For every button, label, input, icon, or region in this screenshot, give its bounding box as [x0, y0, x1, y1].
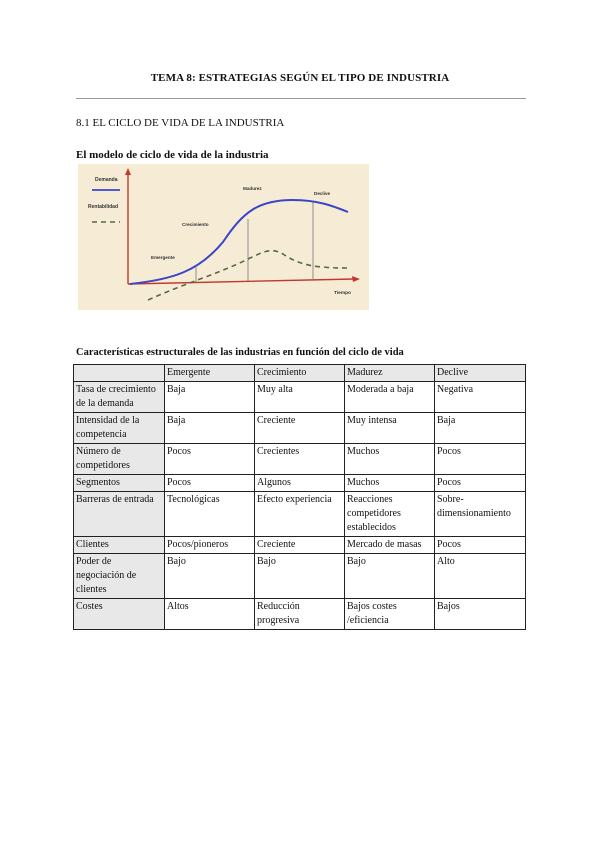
row-label: Número de competidores: [74, 444, 165, 475]
table-cell: Crecientes: [255, 444, 345, 475]
table-cell: Pocos: [435, 444, 526, 475]
table-row: [74, 554, 526, 599]
table-cell: Tecnológicas: [165, 492, 255, 537]
table-cell: Moderada a baja: [345, 382, 435, 413]
table-cell: Efecto experiencia: [255, 492, 345, 537]
table-cell: Baja: [435, 413, 526, 444]
characteristics-table: [73, 364, 526, 630]
table-cell: Algunos: [255, 475, 345, 492]
x-axis-label: Tiempo: [334, 291, 351, 296]
table-cell: Muchos: [345, 475, 435, 492]
row-label: Segmentos: [74, 475, 165, 492]
table-cell: Baja: [165, 382, 255, 413]
table-cell: Muy alta: [255, 382, 345, 413]
table-header-row: [74, 365, 526, 382]
table-cell: Altos: [165, 599, 255, 630]
table-cell: Sobre-dimensionamiento: [435, 492, 526, 537]
table-cell: Pocos: [435, 475, 526, 492]
table-row: [74, 382, 526, 413]
table-caption: Características estructurales de las industrias en función del ciclo de vida: [76, 347, 404, 358]
table-cell: Pocos: [165, 444, 255, 475]
life-cycle-diagram: [78, 164, 369, 310]
table-cell: Muchos: [345, 444, 435, 475]
table-cell: Reducción progresiva: [255, 599, 345, 630]
stage-label-madurez: Madurez: [243, 186, 262, 191]
table-cell: Pocos/pioneros: [165, 537, 255, 554]
header-cell: Madurez: [345, 365, 435, 382]
figure-heading: El modelo de ciclo de vida de la industria: [76, 149, 269, 161]
table-cell: Reacciones competidores establecidos: [345, 492, 435, 537]
table-cell: Bajo: [345, 554, 435, 599]
table-row: [74, 444, 526, 475]
section-heading: 8.1 EL CICLO DE VIDA DE LA INDUSTRIA: [76, 117, 285, 129]
row-label: Poder de negociación de clientes: [74, 554, 165, 599]
header-cell: [74, 365, 165, 382]
row-label: Clientes: [74, 537, 165, 554]
table-cell: Negativa: [435, 382, 526, 413]
title-divider: [76, 98, 526, 99]
stage-label-emergente: Emergente: [151, 255, 175, 260]
table-cell: Bajo: [255, 554, 345, 599]
table-cell: Muy intensa: [345, 413, 435, 444]
table-row: [74, 413, 526, 444]
table-row: [74, 475, 526, 492]
row-label: Tasa de crecimiento de la demanda: [74, 382, 165, 413]
legend-profit-label: Rentabilidad: [88, 204, 119, 210]
x-axis-arrow: [352, 276, 360, 282]
stage-label-crecimiento: Crecimiento: [182, 222, 209, 227]
table-row: [74, 599, 526, 630]
life-cycle-figure: [78, 164, 369, 310]
table-cell: Baja: [165, 413, 255, 444]
table-cell: Mercado de masas: [345, 537, 435, 554]
header-cell: Emergente: [165, 365, 255, 382]
table-cell: Bajos costes /eficiencia: [345, 599, 435, 630]
stage-label-declive: Declive: [314, 191, 331, 196]
table-cell: Creciente: [255, 537, 345, 554]
table-cell: Pocos: [435, 537, 526, 554]
document-title: TEMA 8: ESTRATEGIAS SEGÚN EL TIPO DE INDUSTRIA: [150, 72, 450, 84]
table-row: [74, 492, 526, 537]
row-label: Intensidad de la competencia: [74, 413, 165, 444]
y-axis-arrow: [125, 168, 131, 175]
header-cell: Declive: [435, 365, 526, 382]
table-cell: Bajos: [435, 599, 526, 630]
row-label: Costes: [74, 599, 165, 630]
table-row: [74, 537, 526, 554]
header-cell: Crecimiento: [255, 365, 345, 382]
table-cell: Bajo: [165, 554, 255, 599]
table-cell: Creciente: [255, 413, 345, 444]
legend-demand-label: Demanda: [95, 177, 118, 183]
demand-curve: [130, 200, 348, 284]
table-cell: Pocos: [165, 475, 255, 492]
row-label: Barreras de entrada: [74, 492, 165, 537]
table-cell: Alto: [435, 554, 526, 599]
